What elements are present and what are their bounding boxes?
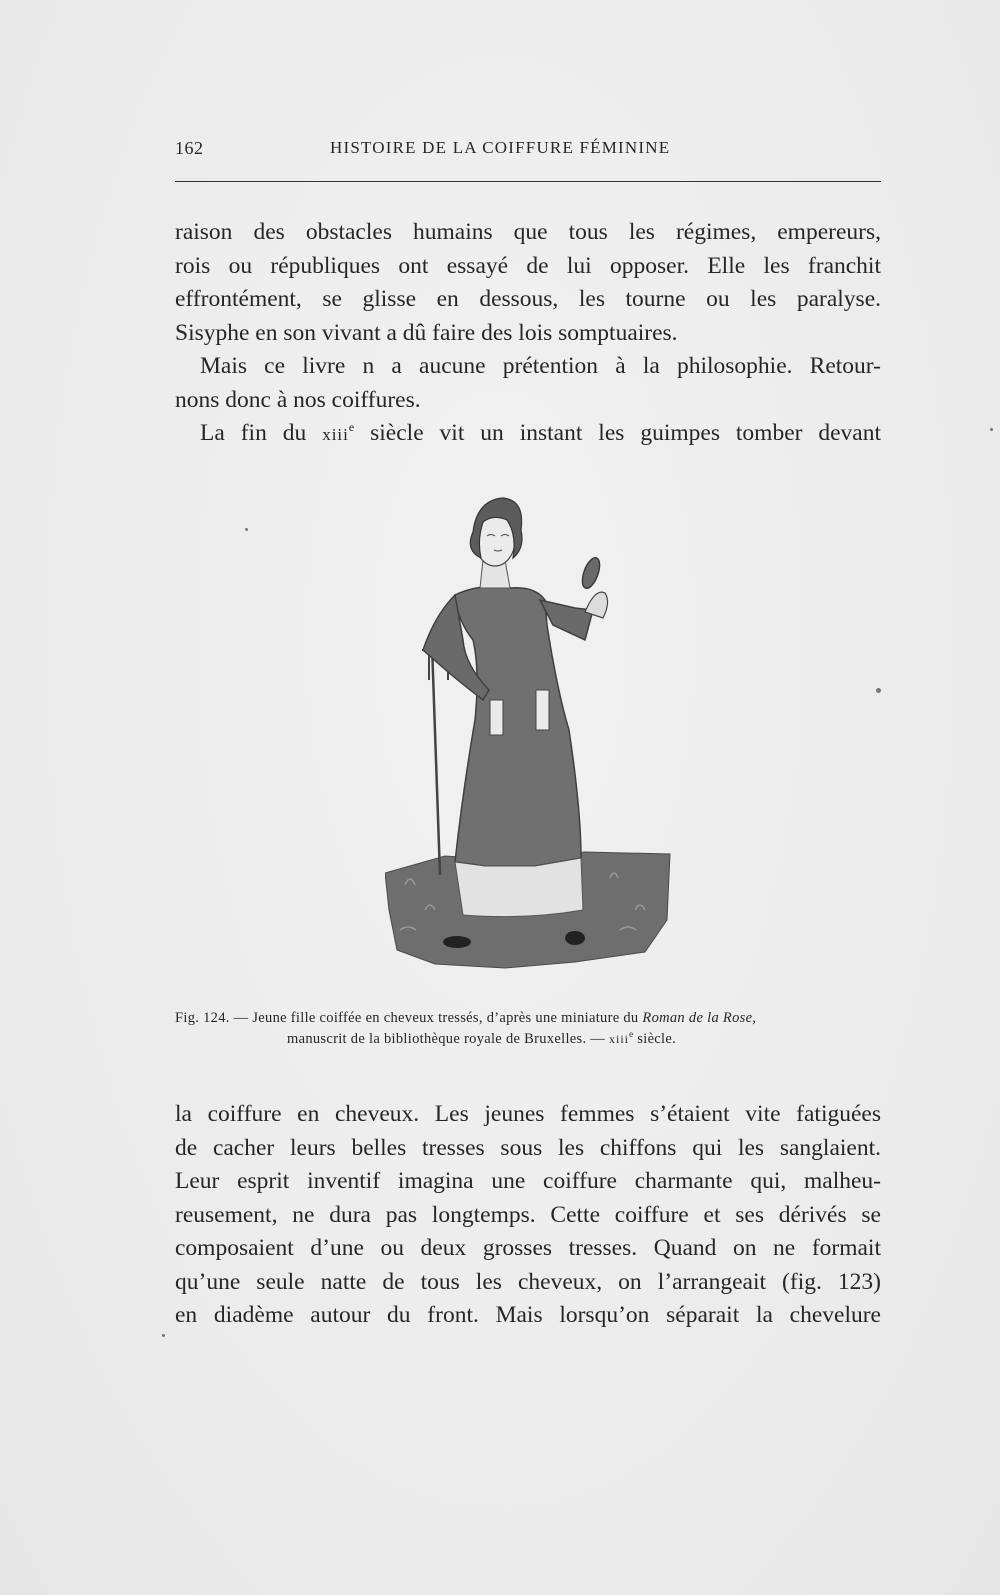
top-paragraphs xyxy=(175,216,881,451)
century-superscript: e xyxy=(348,420,355,435)
caption-line xyxy=(175,1029,881,1050)
text-line: de cacher leurs belles tresses sous les chiffons qui les sanglaient. xyxy=(175,1134,881,1161)
text-line: en diadème autour du front. Mais lorsqu’on séparait la chevelure xyxy=(175,1302,881,1328)
paper-speck xyxy=(162,1334,165,1337)
mirror xyxy=(579,556,603,591)
miniature-drawing xyxy=(385,490,685,990)
text-line: Sisyphe en son vivant a dû faire des lois somptuaires. xyxy=(175,319,678,346)
paper-speck xyxy=(876,688,881,693)
caption-label: Fig. 124. — xyxy=(175,1010,249,1026)
text-line: Leur esprit inventif imagina une coiffure charmante qui, malheu- xyxy=(175,1168,881,1194)
page-header xyxy=(175,138,881,168)
figure-illustration xyxy=(385,490,685,990)
dress-panel-left xyxy=(490,700,503,735)
text-line-with-century xyxy=(175,417,881,451)
caption-century: xiii xyxy=(609,1032,630,1046)
caption-text: manuscrit de la bibliothèque royale de Bruxelles. — xyxy=(287,1031,606,1047)
dress-panel-right xyxy=(536,690,549,730)
left-shoe xyxy=(443,936,471,948)
staff xyxy=(432,645,440,875)
bottom-paragraph xyxy=(175,1098,881,1333)
right-shoe xyxy=(565,931,585,945)
caption-italic-title: Roman de la Rose, xyxy=(642,1010,757,1026)
text-line: reusement, ne dura pas longtemps. Cette coiffure et ses dérivés se xyxy=(175,1201,881,1228)
text-line: qu’une seule natte de tous les cheveux, on l’arrangeait (fig. 123) xyxy=(175,1268,881,1295)
text-line: la coiffure en cheveux. Les jeunes femmes s’étaient vite fatiguées xyxy=(175,1101,881,1127)
century-numeral: xiii xyxy=(322,425,349,444)
page-number: 162 xyxy=(175,138,204,158)
paper-speck xyxy=(990,428,993,431)
underskirt xyxy=(455,858,583,917)
text-fragment: siècle vit un instant les guimpes tomber devant xyxy=(370,420,882,446)
text-line: raison des obstacles humains que tous les régimes, empereurs, xyxy=(175,219,881,245)
figure-caption xyxy=(175,1008,881,1050)
paper-speck xyxy=(245,528,248,531)
caption-superscript: e xyxy=(629,1029,634,1040)
caption-text: siècle. xyxy=(637,1031,677,1047)
text-line: Mais ce livre n a aucune prétention à la philosophie. Retour- xyxy=(200,353,881,379)
text-fragment: La fin du xyxy=(200,420,307,446)
caption-text: Jeune fille coiffée en cheveux tressés, d’après une miniature du xyxy=(252,1010,639,1026)
header-rule xyxy=(175,181,881,182)
text-line: nons donc à nos coiffures. xyxy=(175,386,421,413)
text-line: effrontément, se glisse en dessous, les tourne ou les paralyse. xyxy=(175,286,881,312)
text-line: rois ou républiques ont essayé de lui opposer. Elle les franchit xyxy=(175,252,881,279)
text-line: composaient d’une ou deux grosses tresses. Quand on ne formait xyxy=(175,1235,881,1261)
running-title: HISTOIRE DE LA COIFFURE FÉMININE xyxy=(330,138,671,157)
caption-line xyxy=(175,1008,881,1029)
